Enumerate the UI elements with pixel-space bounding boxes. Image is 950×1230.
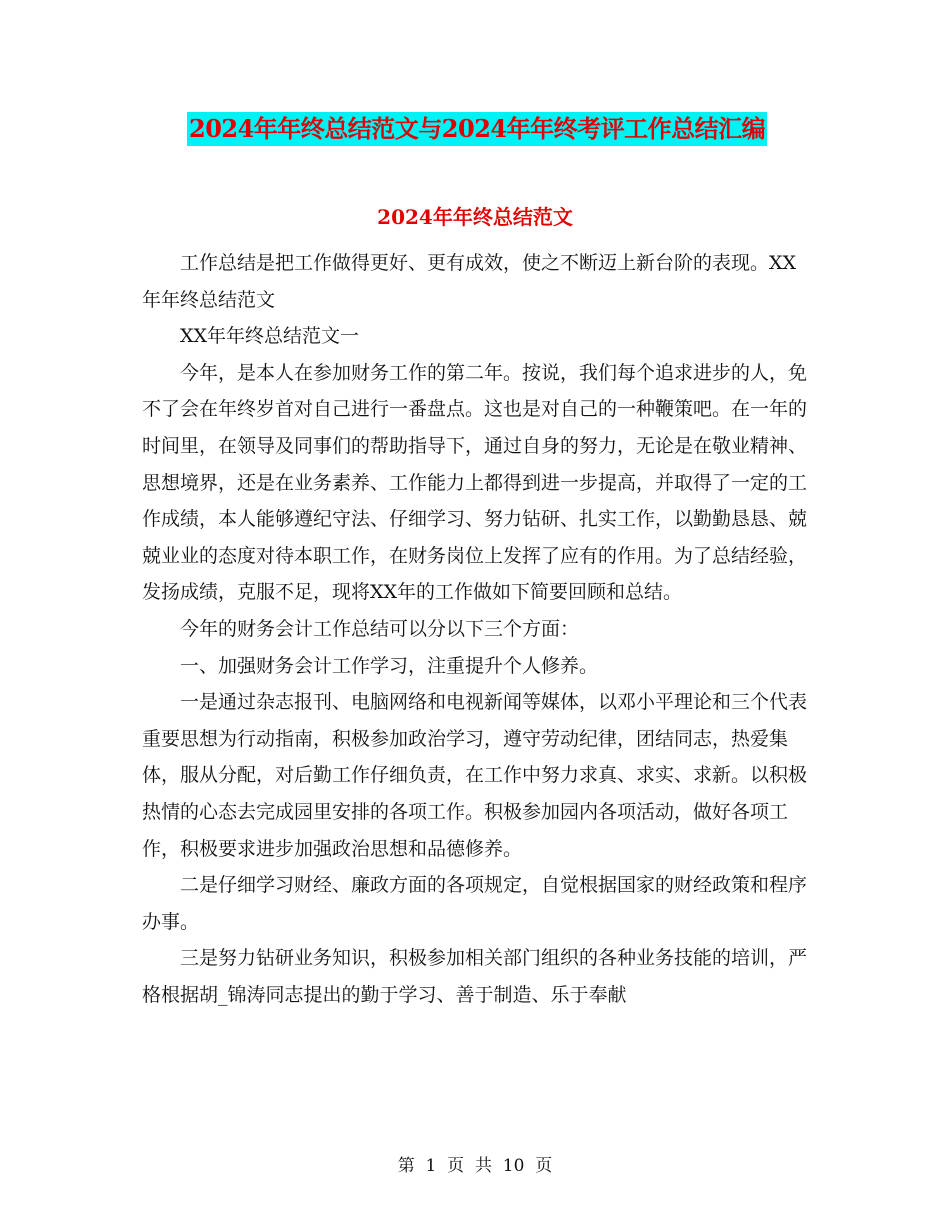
paragraph-intro: 工作总结是把工作做得更好、更有成效，使之不断迈上新台阶的表现。XX年年终总结范文 (142, 252, 797, 311)
section-title: 2024年年终总结范文 (377, 205, 573, 229)
paragraph-point-three: 三是努力钻研业务知识，积极参加相关部门组织的各种业务技能的培训，严格根据胡_锦涛同志提出的勤于学习、善于制造、乐于奉献 (142, 947, 808, 1006)
paragraph-heading-sample-one: XX年年终总结范文一 (180, 325, 360, 348)
paragraph-section-one-heading: 一、加强财务会计工作学习，注重提升个人修养。 (180, 654, 599, 677)
document-title: 2024年年终总结范文与2024年年终考评工作总结汇编 (187, 112, 767, 146)
paragraph-three-aspects: 今年的财务会计工作总结可以分以下三个方面： (180, 617, 580, 640)
paragraph-point-two: 二是仔细学习财经、廉政方面的各项规定，自觉根据国家的财经政策和程序办事。 (142, 874, 808, 933)
paragraph-overview: 今年，是本人在参加财务工作的第二年。按说，我们每个追求进步的人，免不了会在年终岁首对自己进行一番盘点。这也是对自己的一种鞭策吧。在一年的时间里，在领导及同事们的帮助指导下，通过自身的努力，无论是在敬业精神、思想境界，还是在业务素养、工作能力上都得到进一步提高，并取得了一定的工作成绩，本人能够遵纪守法、仔细学习、努力钻研、扎实工作，以勤勤恳恳、兢兢业业的态度对待本职工作，在财务岗位上发挥了应有的作用。为了总结经验，发扬成绩，克服不足，现将XX年的工作做如下简要回顾和总结。 (142, 361, 808, 604)
page-footer: 第 1 页 共 10 页 (397, 1156, 553, 1176)
paragraph-point-one: 一是通过杂志报刊、电脑网络和电视新闻等媒体，以邓小平理论和三个代表重要思想为行动指南，积极参加政治学习，遵守劳动纪律，团结同志，热爱集体，服从分配，对后勤工作仔细负责，在工作中努力求真、求实、求新。以积极热情的心态去完成园里安排的各项工作。积极参加园内各项活动，做好各项工作，积极要求进步加强政治思想和品德修养。 (142, 691, 808, 860)
document-body (142, 245, 812, 1013)
